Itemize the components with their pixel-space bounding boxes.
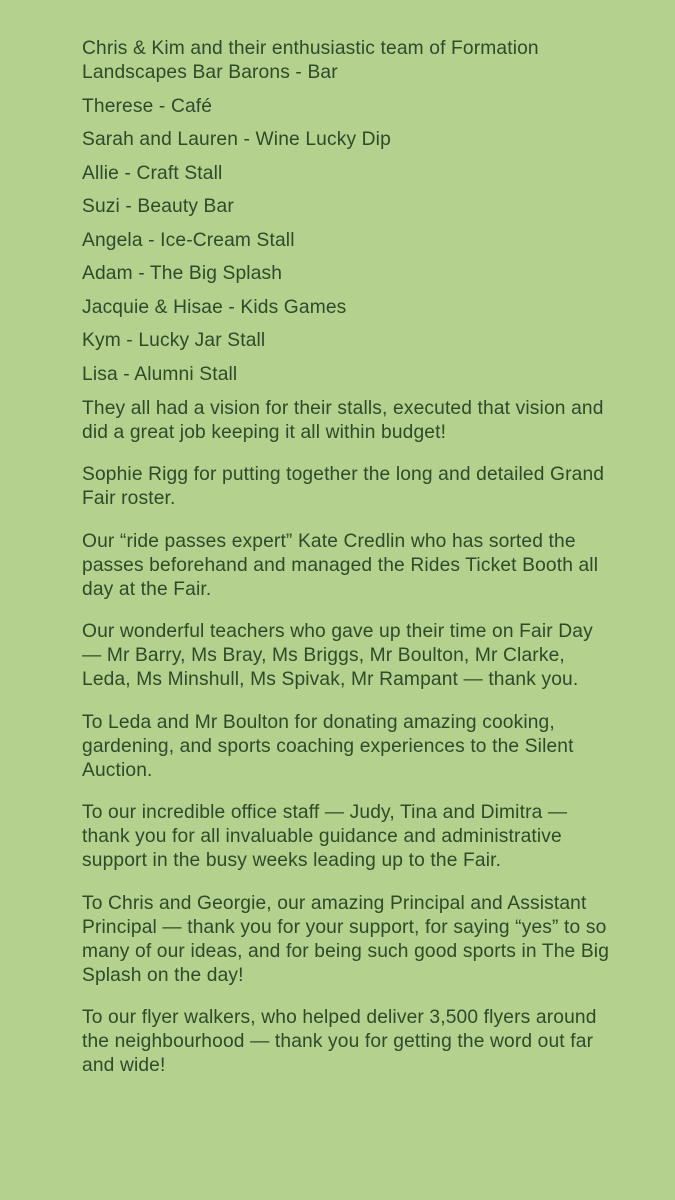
thank-you-text-block <box>82 37 612 1078</box>
stall-item: Angela - Ice-Cream Stall <box>82 229 295 251</box>
stall-item: Suzi - Beauty Bar <box>82 196 234 217</box>
principals-thanks-paragraph: To Chris and Georgie, our amazing Principal and Assistant Principal — thank you for your support, for saying “yes” to so many of our ideas, and for being such good sports in The Big Splash on the day! <box>82 892 610 986</box>
flyer-walkers-thanks-paragraph: To our flyer walkers, who helped deliver 3,500 flyers around the neighbourhood — thank you for getting the word out far and wide! <box>82 1007 597 1076</box>
stall-item: Therese - Café <box>82 95 213 117</box>
stall-item: Allie - Craft Stall <box>82 162 223 184</box>
stall-item: Adam - The Big Splash <box>82 263 283 284</box>
stall-item: Kym - Lucky Jar Stall <box>82 330 266 351</box>
silent-auction-thanks-paragraph: To Leda and Mr Boulton for donating amazing cooking, gardening, and sports coaching experiences to the Silent Auction. <box>82 711 574 781</box>
stall-item: Lisa - Alumni Stall <box>82 363 238 385</box>
stall-volunteer-list <box>82 37 612 387</box>
stall-item: Chris & Kim and their enthusiastic team of Formation Landscapes Bar Barons - Bar <box>82 38 539 83</box>
stalls-summary-paragraph: They all had a vision for their stalls, executed that vision and did a great job keeping it all within budget! <box>82 397 604 443</box>
roster-thanks-paragraph: Sophie Rigg for putting together the long and detailed Grand Fair roster. <box>82 464 605 509</box>
stall-item: Sarah and Lauren - Wine Lucky Dip <box>82 129 391 150</box>
teachers-thanks-paragraph: Our wonderful teachers who gave up their time on Fair Day — Mr Barry, Ms Bray, Ms Briggs, Mr Boulton, Mr Clarke, Leda, Ms Minshull, Ms Spivak, Mr Rampant — thank you. <box>82 621 593 690</box>
ride-passes-thanks-paragraph: Our “ride passes expert” Kate Credlin who has sorted the passes beforehand and managed the Rides Ticket Booth all day at the Fair. <box>82 530 599 600</box>
office-staff-thanks-paragraph: To our incredible office staff — Judy, Tina and Dimitra — thank you for all invaluable guidance and administrative support in the busy weeks leading up to the Fair. <box>82 802 568 871</box>
stall-item: Jacquie & Hisae - Kids Games <box>82 296 347 318</box>
